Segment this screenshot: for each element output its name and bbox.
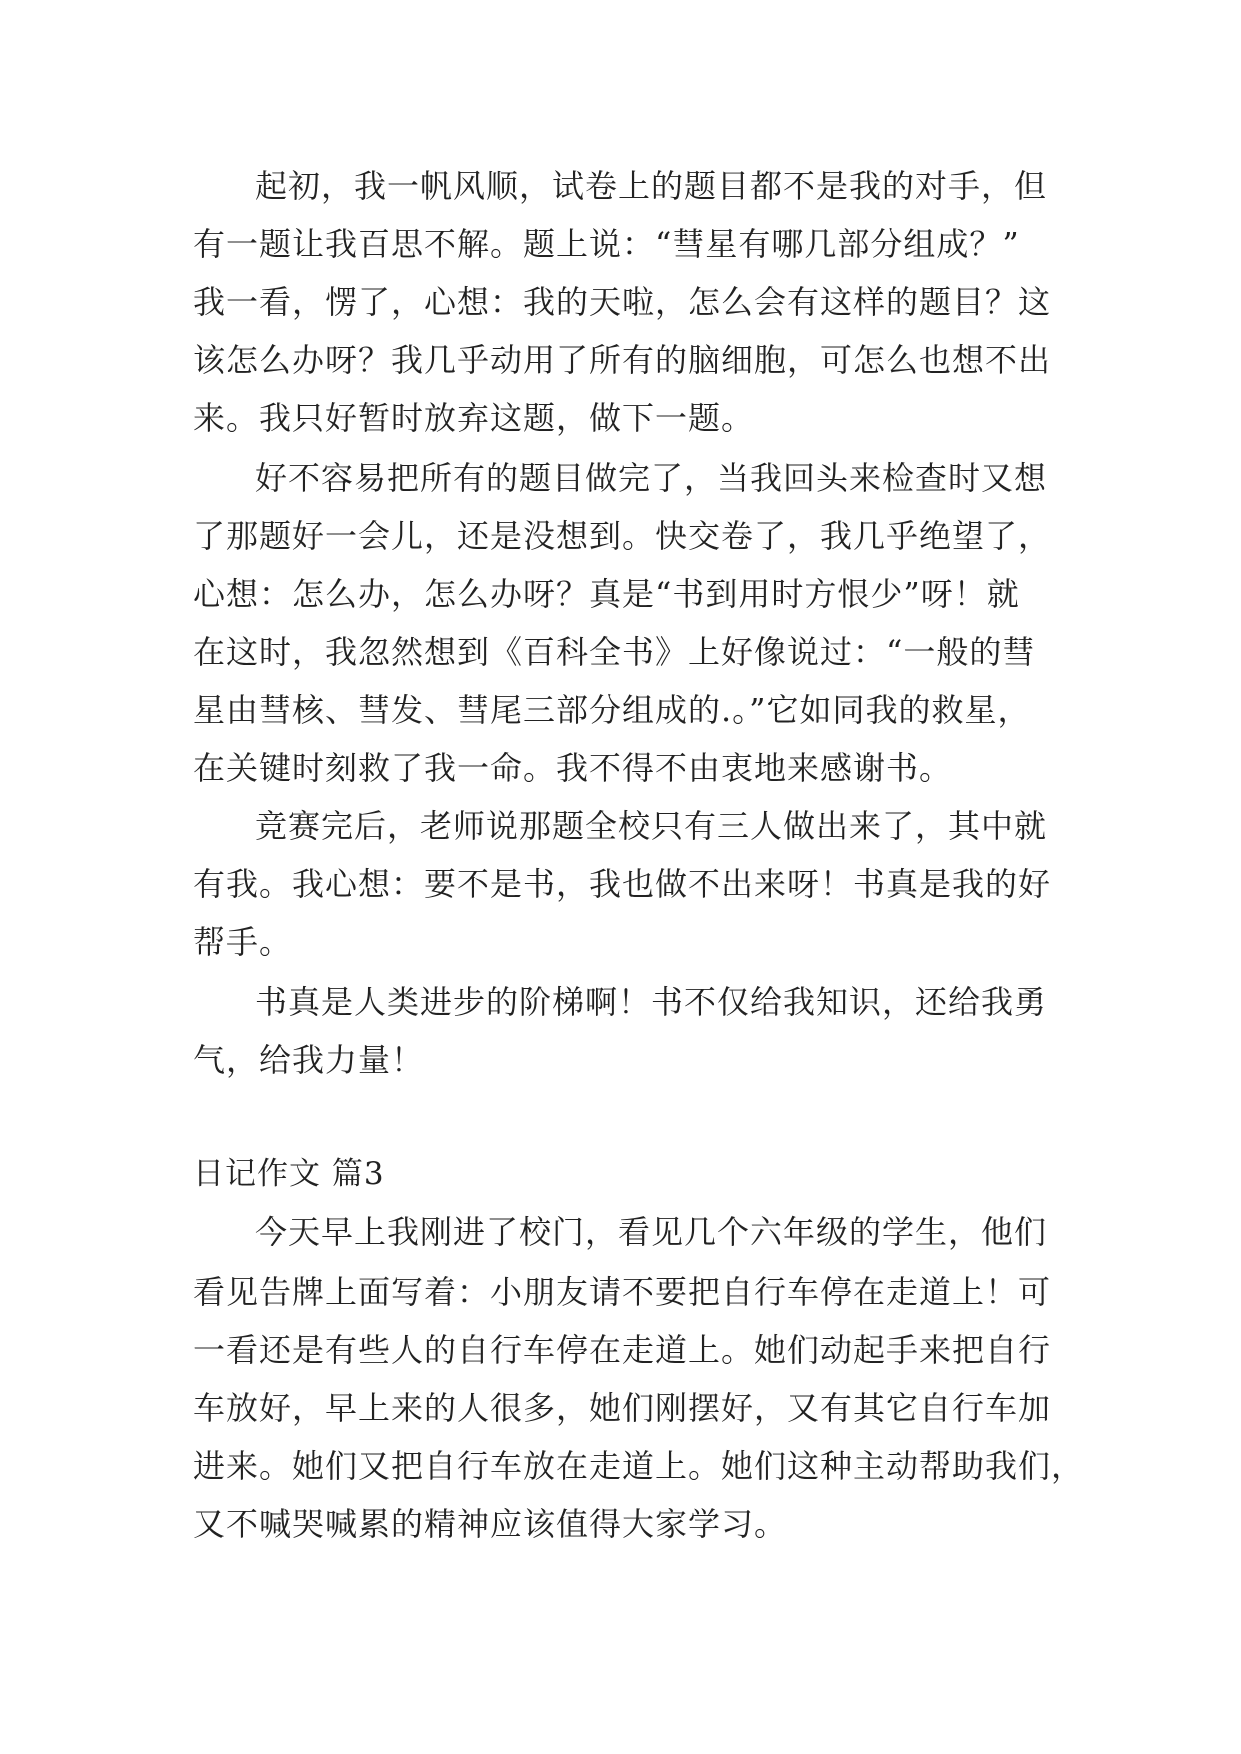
- paragraph-line: 车放好，早上来的人很多，她们刚摆好，又有其它自行车加: [193, 1389, 1052, 1427]
- paragraph-line: 心想：怎么办，怎么办呀？真是“书到用时方恨少”呀！就: [193, 575, 1020, 613]
- paragraph-line: 气，给我力量！: [193, 1041, 425, 1079]
- paragraph-line: 起初，我一帆风顺，试卷上的题目都不是我的对手，但: [255, 167, 1048, 205]
- paragraph-line: 该怎么办呀？我几乎动用了所有的脑细胞，可怎么也想不出: [193, 341, 1052, 379]
- paragraph-line: 我一看，愣了，心想：我的天啦，怎么会有这样的题目？这: [193, 283, 1052, 321]
- paragraph-line: 有一题让我百思不解。题上说：“彗星有哪几部分组成？”: [193, 225, 1020, 263]
- paragraph-line: 又不喊哭喊累的精神应该值得大家学习。: [193, 1505, 788, 1543]
- paragraph-line: 在这时，我忽然想到《百科全书》上好像说过：“一般的彗: [193, 633, 1036, 671]
- paragraph-line: 好不容易把所有的题目做完了，当我回头来检查时又想: [255, 459, 1048, 497]
- paragraph-line: 今天早上我刚进了校门，看见几个六年级的学生，他们: [255, 1213, 1048, 1251]
- paragraph-line: 帮手。: [193, 923, 293, 961]
- paragraph-line: 一看还是有些人的自行车停在走道上。她们动起手来把自行: [193, 1331, 1052, 1369]
- paragraph-line: 星由彗核、彗发、彗尾三部分组成的.。”它如同我的救星，: [193, 691, 1031, 729]
- paragraph-line: 看见告牌上面写着：小朋友请不要把自行车停在走道上！可: [193, 1273, 1052, 1311]
- paragraph-line: 书真是人类进步的阶梯啊！书不仅给我知识，还给我勇: [255, 983, 1048, 1021]
- section-heading: 日记作文 篇3: [193, 1156, 385, 1192]
- paragraph-line: 了那题好一会儿，还是没想到。快交卷了，我几乎绝望了，: [193, 517, 1052, 555]
- paragraph-line: 有我。我心想：要不是书，我也做不出来呀！书真是我的好: [193, 865, 1052, 903]
- paragraph-line: 来。我只好暂时放弃这题，做下一题。: [193, 399, 755, 437]
- paragraph-line: 竞赛完后，老师说那题全校只有三人做出来了，其中就: [255, 807, 1048, 845]
- paragraph-line: 在关键时刻救了我一命。我不得不由衷地来感谢书。: [193, 749, 953, 787]
- paragraph-line: 进来。她们又把自行车放在走道上。她们这种主动帮助我们，: [193, 1447, 1085, 1485]
